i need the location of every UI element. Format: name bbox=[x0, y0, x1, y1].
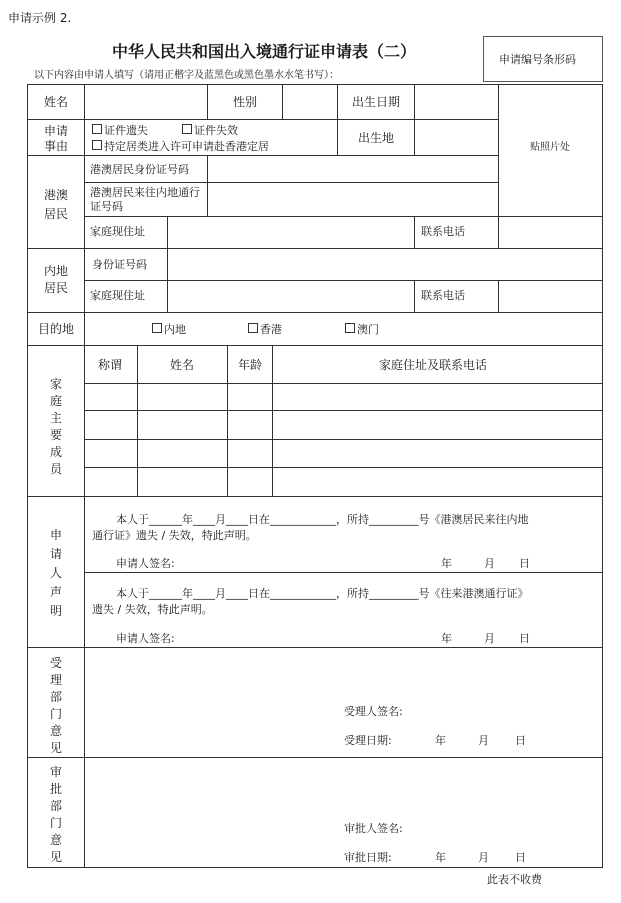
hk-permit-label: 港澳居民来往内地通行证号码 bbox=[90, 186, 200, 213]
mainland-address-label: 家庭现住址 bbox=[90, 289, 145, 302]
destination-label: 目的地 bbox=[37, 322, 75, 336]
declaration-section-label: 申请人声明 bbox=[49, 528, 62, 618]
family-row[interactable] bbox=[86, 469, 601, 495]
acceptance-signer-label: 受理人签名: bbox=[344, 705, 403, 718]
day-label: 日 bbox=[519, 557, 530, 570]
month-label: 月 bbox=[478, 851, 489, 864]
hk-id-field[interactable] bbox=[209, 157, 496, 181]
approval-date-label: 审批日期: bbox=[344, 851, 392, 864]
reason-option-lost[interactable] bbox=[92, 124, 148, 136]
acceptance-date-label: 受理日期: bbox=[344, 734, 392, 747]
approval-signer-label: 审批人签名: bbox=[344, 822, 403, 835]
year-label: 年 bbox=[435, 734, 446, 747]
hk-address-field[interactable] bbox=[169, 218, 413, 247]
name-label: 姓名 bbox=[43, 95, 69, 109]
hk-address-label: 家庭现住址 bbox=[90, 225, 145, 238]
approval-section-label: 审批部门意见 bbox=[49, 765, 62, 864]
mainland-id-label: 身份证号码 bbox=[92, 258, 147, 271]
day-label: 日 bbox=[519, 632, 530, 645]
example-label: 申请示例 2. bbox=[8, 11, 72, 25]
approval-opinion-field[interactable] bbox=[86, 760, 601, 815]
photo-label: 贴照片处 bbox=[530, 142, 570, 153]
acceptance-section-label: 受理部门意见 bbox=[49, 656, 62, 755]
day-label: 日 bbox=[515, 851, 526, 864]
family-row[interactable] bbox=[86, 385, 601, 409]
barcode-label: 申请编号条形码 bbox=[499, 53, 576, 66]
family-col-relation: 称谓 bbox=[97, 358, 123, 372]
month-label: 月 bbox=[478, 734, 489, 747]
family-col-age: 年龄 bbox=[237, 358, 263, 372]
footer-note: 此表不收费 bbox=[487, 873, 542, 886]
family-row[interactable] bbox=[86, 412, 601, 438]
checkbox-icon bbox=[92, 124, 102, 134]
gender-field[interactable] bbox=[284, 86, 335, 117]
year-label: 年 bbox=[441, 557, 452, 570]
mainland-section-label: 内地居民 bbox=[43, 264, 68, 295]
checkbox-icon bbox=[345, 323, 355, 333]
year-label: 年 bbox=[435, 851, 446, 864]
mainland-phone-label: 联系电话 bbox=[421, 289, 465, 302]
day-label: 日 bbox=[515, 734, 526, 747]
checkbox-icon bbox=[152, 323, 162, 333]
family-section-label: 家庭主要成员 bbox=[49, 377, 62, 476]
reason-label: 申请事由 bbox=[43, 124, 68, 153]
month-label: 月 bbox=[484, 632, 495, 645]
signature-field[interactable] bbox=[180, 552, 380, 570]
reason-option-settle[interactable] bbox=[92, 140, 269, 152]
dob-field[interactable] bbox=[416, 86, 496, 117]
reason-settle-text: 持定居类进入许可申请赴香港定居 bbox=[104, 140, 269, 153]
year-label: 年 bbox=[441, 632, 452, 645]
declaration2-line2: 遗失 / 失效，特此声明。 bbox=[92, 603, 213, 616]
mainland-address-field[interactable] bbox=[169, 282, 413, 311]
destination-option-hongkong[interactable] bbox=[248, 323, 282, 335]
hk-id-label: 港澳居民身份证号码 bbox=[90, 163, 189, 176]
hk-phone-field[interactable] bbox=[500, 218, 601, 247]
hk-phone-label: 联系电话 bbox=[421, 225, 465, 238]
hk-section-label: 港澳居民 bbox=[43, 188, 68, 221]
reason-expired-text: 证件失效 bbox=[194, 124, 238, 137]
reason-option-expired[interactable] bbox=[182, 124, 238, 136]
dest-macau-text: 澳门 bbox=[357, 323, 379, 336]
form-title: 中华人民共和国出入境通行证申请表（二） bbox=[112, 42, 417, 61]
signature-label: 申请人签名: bbox=[116, 632, 175, 645]
month-label: 月 bbox=[484, 557, 495, 570]
dest-hongkong-text: 香港 bbox=[260, 323, 282, 336]
destination-option-mainland[interactable] bbox=[152, 323, 186, 335]
instruction-text: 以下内容由申请人填写（请用正楷字及蓝黑色或黑色墨水水笔书写）： bbox=[34, 70, 339, 81]
mainland-phone-field[interactable] bbox=[500, 282, 601, 311]
dest-mainland-text: 内地 bbox=[164, 323, 186, 336]
checkbox-icon bbox=[92, 140, 102, 150]
birthplace-label: 出生地 bbox=[357, 131, 395, 145]
photo-area[interactable] bbox=[500, 86, 601, 215]
hk-permit-field[interactable] bbox=[209, 184, 496, 215]
acceptance-opinion-field[interactable] bbox=[86, 650, 601, 700]
signature-label: 申请人签名: bbox=[116, 557, 175, 570]
checkbox-icon bbox=[182, 124, 192, 134]
checkbox-icon bbox=[248, 323, 258, 333]
declaration1-line2: 通行证》遗失 / 失效，特此声明。 bbox=[92, 529, 257, 542]
declaration2-line1: 本人于______年____月____日在____________，所持_________号《往来港澳通行证》 bbox=[116, 587, 529, 600]
name-field[interactable] bbox=[86, 86, 205, 117]
declaration1-line1: 本人于______年____月____日在____________，所持_________号《港澳居民来往内地 bbox=[116, 513, 529, 526]
family-row[interactable] bbox=[86, 441, 601, 466]
reason-lost-text: 证件遗失 bbox=[104, 124, 148, 137]
gender-label: 性别 bbox=[232, 95, 258, 109]
destination-option-macau[interactable] bbox=[345, 323, 379, 335]
birthplace-field[interactable] bbox=[416, 121, 496, 153]
family-col-name: 姓名 bbox=[169, 358, 195, 372]
mainland-id-field[interactable] bbox=[169, 250, 601, 279]
family-col-address: 家庭住址及联系电话 bbox=[378, 358, 488, 372]
signature-field[interactable] bbox=[180, 627, 380, 645]
dob-label: 出生日期 bbox=[351, 95, 401, 109]
